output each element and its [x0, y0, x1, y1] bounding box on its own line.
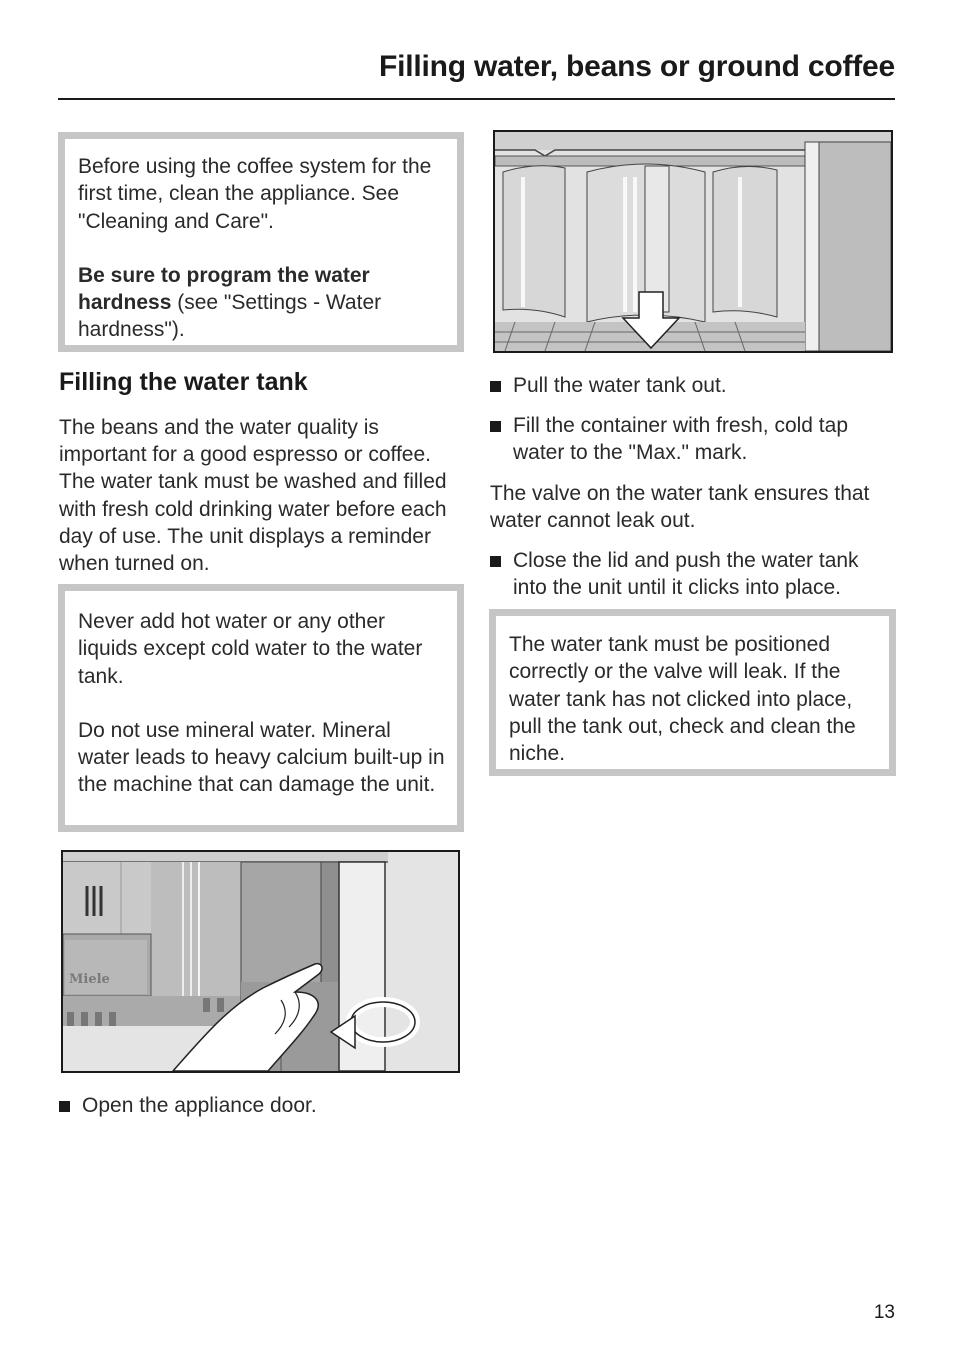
step-fill-container — [490, 412, 895, 466]
step-close-lid-text: Close the lid and push the water tank into the unit until it clicks into place. — [513, 549, 859, 600]
bullet-square-icon — [490, 556, 501, 567]
section-intro: The beans and the water quality is important for a good espresso or coffee. The water tank must be washed and filled with fresh cold drinking water before each day of use. The unit displays a reminder when turned on. — [59, 416, 447, 576]
step-fill-container-text: Fill the container with fresh, cold tap water to the "Max." mark. — [513, 414, 848, 465]
note-hardness-text — [78, 262, 445, 344]
step-open-door — [59, 1092, 464, 1119]
miele-logo: Miele — [69, 972, 110, 987]
figure-water-tank — [493, 130, 893, 353]
water-tank-illustration — [495, 132, 891, 351]
valve-text: The valve on the water tank ensures that water cannot leak out. — [490, 482, 870, 533]
bullet-square-icon — [490, 381, 501, 392]
note-hardness-bold: Be sure to program the water hardness — [78, 263, 370, 315]
step-pull-tank-text: Pull the water tank out. — [513, 374, 727, 397]
note-valve-leak-text: The water tank must be positioned correctly or the valve will leak. If the water tank has not clicked into place, pull the tank out, check and clean the niche. — [509, 633, 856, 766]
figure-open-door — [61, 850, 460, 1073]
note-box-water-warning — [58, 584, 464, 832]
note-cleaning-text: Before using the coffee system for the first time, clean the appliance. See "Cleaning and Care". — [78, 155, 432, 233]
page-number: 13 — [873, 1302, 895, 1323]
step-pull-tank — [490, 372, 895, 399]
note-box-valve-leak — [489, 609, 896, 776]
note-hot-water-text: Never add hot water or any other liquids except cold water to the water tank. — [78, 610, 423, 688]
bullet-square-icon — [59, 1101, 70, 1112]
page-title: Filling water, beans or ground coffee — [378, 50, 895, 83]
note-mineral-water-text: Do not use mineral water. Mineral water leads to heavy calcium built-up in the machine that can damage the unit. — [78, 718, 445, 797]
door-illustration — [63, 852, 458, 1071]
bullet-square-icon — [490, 421, 501, 432]
step-close-lid — [490, 547, 895, 601]
title-divider — [58, 98, 895, 100]
section-heading: Filling the water tank — [59, 368, 308, 396]
note-hardness-rest: (see "Settings - Water hardness"). — [78, 291, 382, 342]
note-box-cleaning — [58, 132, 464, 352]
step-open-door-text: Open the appliance door. — [82, 1094, 317, 1117]
